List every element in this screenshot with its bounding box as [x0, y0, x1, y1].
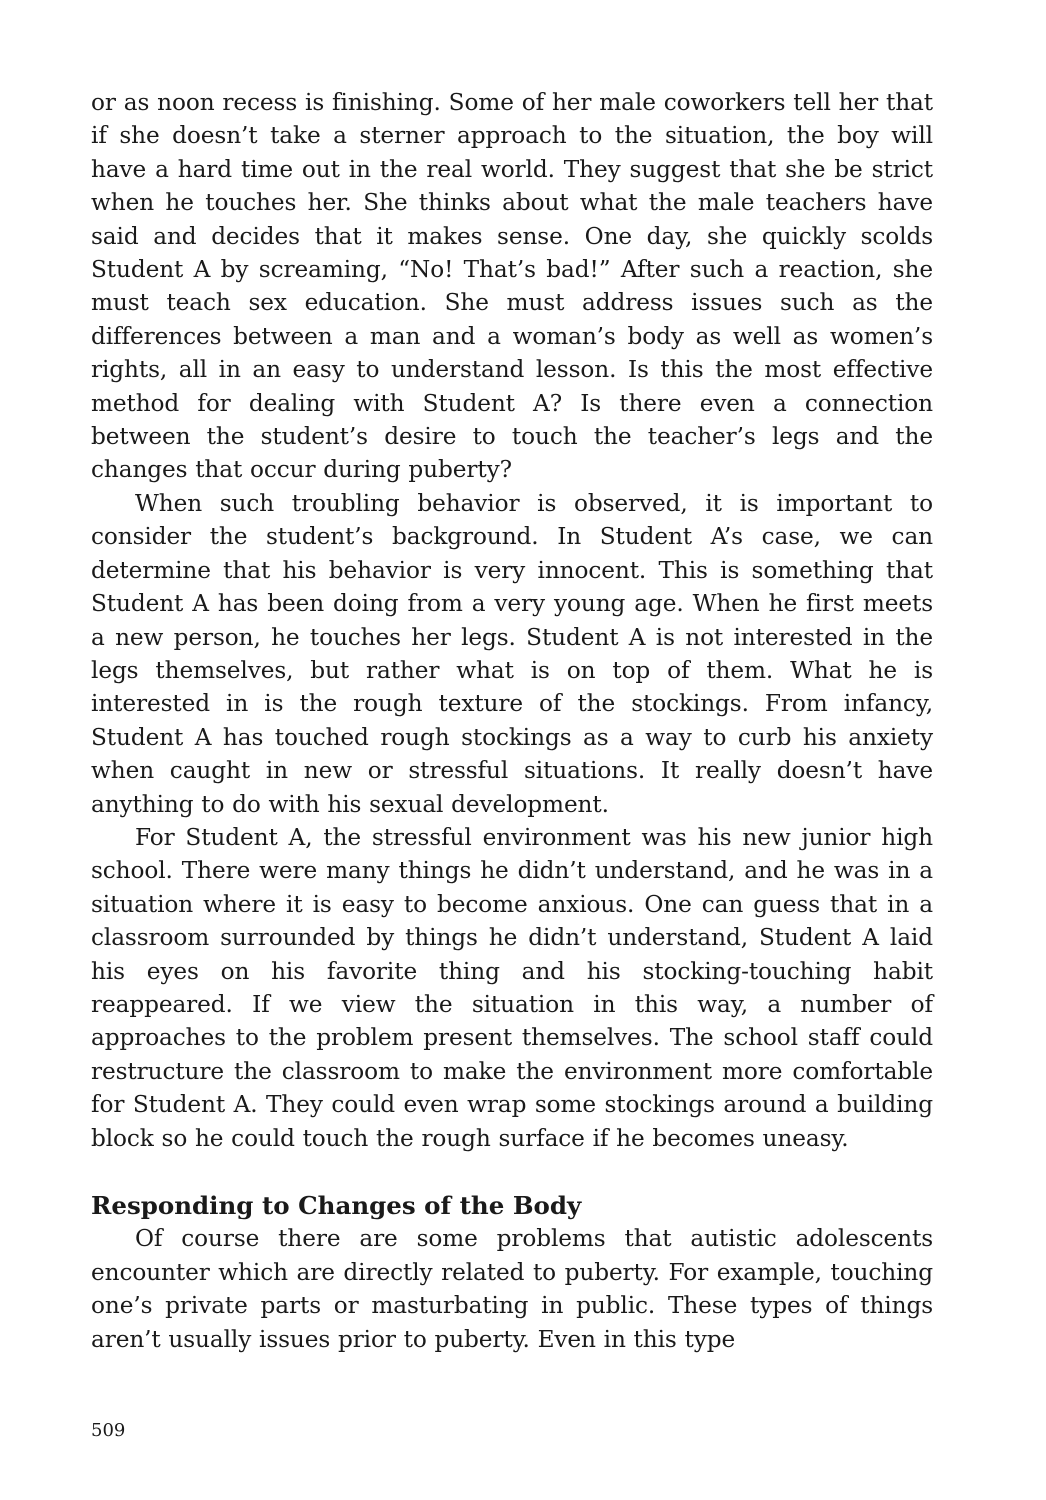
body-paragraph-2: When such troubling behavior is observed, it is important to consider the student’s background. In Student A’s case, we can determine that his behavior is very innocent. This is something that Student A has been doing from a very young age. When he first meets a new person, he touches her legs. Student A is not interested in the legs themselves, but rather what is on top of them. What he is interested in is the rough texture of the stockings. From infancy, Student A has touched rough stockings as a way to curb his anxiety when caught in new or stressful situations. It really doesn’t have anything to do with his sexual development. [91, 489, 933, 818]
section-heading: Responding to Changes of the Body [91, 1191, 582, 1220]
body-paragraph-3: For Student A, the stressful environment was his new junior high school. There were many things he didn’t understand, and he was in a situation where it is easy to become anxious. One can guess that in a classroom surrounded by things he didn’t understand, Student A laid his eyes on his favorite thing and his stocking-touching habit reappeared. If we view the situation in this way, a number of approaches to the problem present themselves. The school staff could restructure the classroom to make the environment more comfortable for Student A. They could even wrap some stockings around a building block so he could touch the rough surface if he becomes uneasy. [91, 823, 933, 1152]
body-paragraph-4: Of course there are some problems that autistic adolescents encounter which are directly related to puberty. For example, touching one’s private parts or masturbating in public. These types of things aren’t usually issues prior to puberty. Even in this type [91, 1225, 933, 1353]
body-paragraph-1: or as noon recess is finishing. Some of her male coworkers tell her that if she doesn’t take a sterner approach to the situation, the boy will have a hard time out in the real world. They suggest that she be strict when he touches her. She thinks about what the male teachers have said and decides that it makes sense. One day, she quickly scolds Student A by screaming, “No! That’s bad!” After such a reaction, she must teach sex education. She must address issues such as the differences between a man and a woman’s body as well as women’s rights, all in an easy to understand lesson. Is this the most effective method for dealing with Student A? Is there even a connection between the student’s desire to touch the teacher’s legs and the changes that occur during puberty? [91, 89, 933, 484]
page-body [91, 86, 933, 1356]
page-number: 509 [91, 1420, 126, 1441]
